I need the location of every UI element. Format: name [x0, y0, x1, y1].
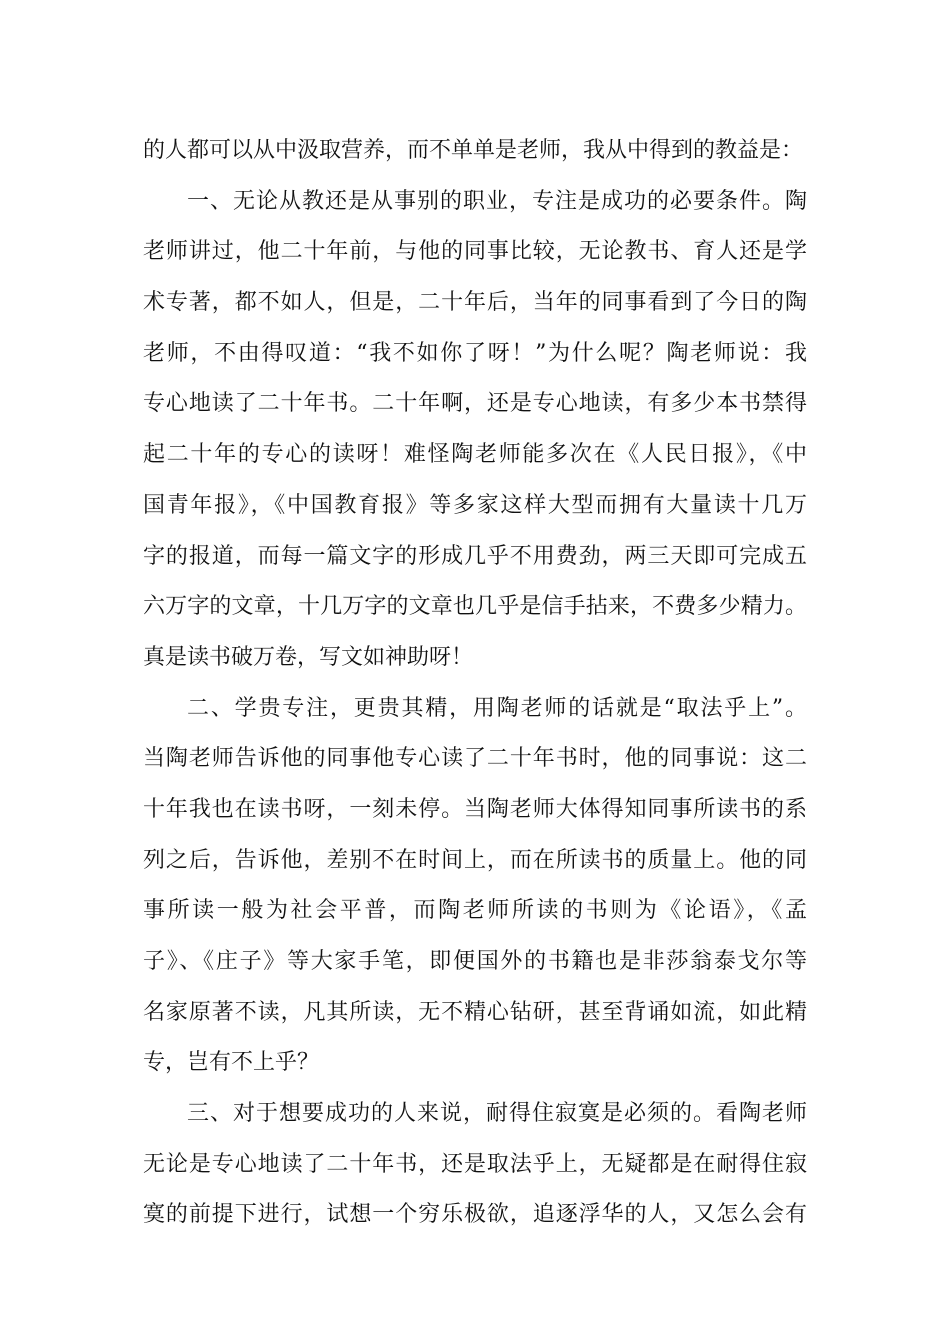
text-line: 专，岂有不上乎？	[143, 1050, 320, 1076]
text-line: 一、无论从教还是从事别的职业，专注是成功的必要条件。陶	[187, 188, 807, 214]
text-line: 事所读一般为社会平普，而陶老师所读的书则为《论语》，《孟	[143, 898, 807, 924]
text-line: 当陶老师告诉他的同事他专心读了二十年书时，他的同事说：这二	[143, 746, 807, 772]
document-page	[143, 126, 807, 1241]
text-line: 列之后，告诉他，差别不在时间上，而在所读书的质量上。他的同	[143, 847, 807, 873]
text-line: 三、对于想要成功的人来说，耐得住寂寞是必须的。看陶老师	[187, 1101, 807, 1127]
text-line: 老师讲过，他二十年前，与他的同事比较，无论教书、育人还是学	[143, 239, 807, 265]
text-line: 老师，不由得叹道：“我不如你了呀！”为什么呢？陶老师说：我	[143, 340, 807, 366]
text-line: 十年我也在读书呀，一刻未停。当陶老师大体得知同事所读书的系	[143, 796, 807, 822]
text-line: 术专著，都不如人，但是，二十年后，当年的同事看到了今日的陶	[143, 290, 807, 316]
text-line: 专心地读了二十年书。二十年啊，还是专心地读，有多少本书禁得	[143, 391, 807, 417]
text-line: 寞的前提下进行，试想一个穷乐极欲，追逐浮华的人，又怎么会有	[143, 1202, 807, 1228]
text-line: 起二十年的专心的读呀！难怪陶老师能多次在《人民日报》，《中	[143, 442, 807, 468]
text-line: 二、学贵专注，更贵其精，用陶老师的话就是“取法乎上”。	[187, 695, 807, 721]
text-line: 的人都可以从中汲取营养，而不单单是老师，我从中得到的教益是：	[143, 138, 804, 163]
text-line: 真是读书破万卷，写文如神助呀！	[143, 644, 474, 670]
text-line: 字的报道，而每一篇文字的形成几乎不用费劲，两三天即可完成五	[143, 543, 807, 569]
text-line: 国青年报》，《中国教育报》等多家这样大型而拥有大量读十几万	[143, 492, 807, 518]
text-line: 名家原著不读，凡其所读，无不精心钻研，甚至背诵如流，如此精	[143, 999, 807, 1025]
text-line: 无论是专心地读了二十年书，还是取法乎上，无疑都是在耐得住寂	[143, 1151, 807, 1177]
text-line: 六万字的文章，十几万字的文章也几乎是信手拈来，不费多少精力。	[143, 594, 807, 620]
text-line: 子》、《庄子》等大家手笔，即便国外的书籍也是非莎翁泰戈尔等	[143, 949, 807, 974]
